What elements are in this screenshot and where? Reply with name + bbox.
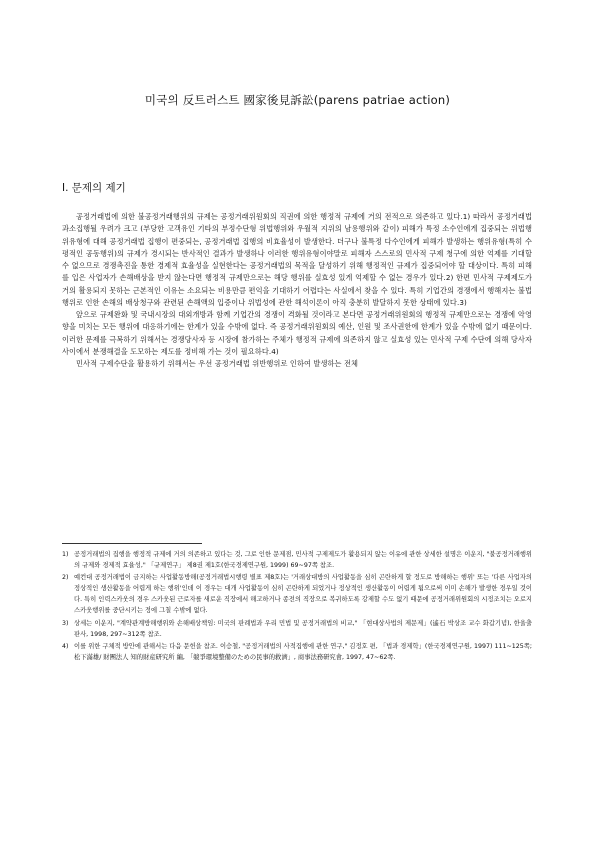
footnote-text: 이를 위한 구체적 방안에 관해서는 다음 문헌을 참조. 이승철, "공정거래법의 사적집행에 관한 연구," 김정호 편, 「법과 경제학」(한국경제연구원, 1997) 111~125쪽; 松下滿雄/ 財團法人 知的財産研究所 編, 「競爭環境整備のための民事的救濟」, 商事法務研究會, 1997, 47~62쪽.	[74, 642, 532, 661]
footnote-text: 공정거래법의 집행을 행정적 규제에 거의 의존하고 있다는 것, 그로 인한 문제점, 민사적 구제제도가 활용되지 않는 이유에 관한 상세한 설명은 이운지, "불공정거래행위의 규제와 경제적 효율성," 「규제연구」 제8권 제1호(한국경제연구원, 1999) 69~97쪽 참조.	[74, 551, 532, 570]
footnote	[62, 641, 532, 663]
footnotes	[62, 549, 532, 664]
footnote-text: 상세는 이운지, "계약관계방해행위와 손해배상책임: 미국의 판례법과 우리 민법 및 공정거래법의 비교," 「현대상사법의 제문제」(遙石 박상조 교수 화갑기념), 한울출판사, 1998, 297~312쪽 참조.	[74, 619, 532, 638]
document-title: 미국의 反트러스트 國家後見訴訟(parens patriae action)	[144, 93, 451, 107]
footnote	[62, 572, 532, 616]
footnote-number: 4)	[62, 642, 69, 650]
footnote	[62, 618, 532, 640]
footnote-number: 1)	[62, 551, 69, 558]
footnote-text: 예컨대 공정거래법이 금지하는 사업활동방해(공정거래법시행령 별표 제8호)는 '거래상대방의 사업활동을 심히 곤란하게 할 정도로 방해하는 행위' 또는 '다른 사업자의 정상적인 생산활동을 어렵게 하는 행위'인데 이 경우는 대개 사업활동이 심히 곤란하게 되었거나 정상적인 생산활동이 어렵게 됨으로써 이미 손해가 발생한 경우일 것이다. 특히 인력스카웃의 경우 스카웃된 근로자를 새로운 직장에서 해고하거나 종전의 직장으로 복귀하도록 강제할 수도 없기 때문에 공정거래위원회의 시정조치는 오로지 스카웃행위를 중단시키는 정에 그칠 수밖에 없다.	[74, 574, 532, 615]
footnote-number: 2)	[62, 574, 69, 582]
footnote	[62, 549, 532, 571]
paragraph: 민사적 구제수단을 활용하기 위해서는 우선 공정거래법 위반행위로 인하여 발생하는 전체	[76, 359, 359, 368]
paragraph: 공정거래법에 의한 불공정거래행위의 규제는 공정거래위원회의 직권에 의한 행정적 규제에 거의 전적으로 의존하고 있다.1) 따라서 공정거래법 과소집행될 우려가 크고 (부당한 고객유인 기타의 부정수단형 위법행위와 우월적 지위의 남용행위와 같이) 피해가 특정 소수인에게 집중되는 위법행위유형에 대해 공정거래법 집행이 편중되는, 공정거래법 집행의 비효율성이 발생한다. 더구나 불특정 다수인에게 피해가 발생하는 행위유형(특히 수평적인 공동행위)의 규제가 경시되는 반사적인 결과가 발생하나 이러한 행위유형이야말로 피해자 스스로의 민사적 구제 청구에 의한 억제를 기대할 수 없으므로 경쟁촉진을 통한 경제적 효율성을 실현한다는 공정거래법의 목적을 달성하기 위해 행정적인 규제가 집중되어야 할 대상이다. 특히 피해를 입은 사업자가 손해배상을 받지 않는다면 행정적 규제만으로는 해당 행위를 실효성 있게 억제할 수 없는 경우가 있다.2) 한편 민사적 구제제도가 거의 활용되지 못하는 근본적인 이유는 소요되는 비용만큼 편익을 기대하기 어렵다는 사실에서 찾을 수 있다. 특히 기업간의 경쟁에서 행해지는 불법행위로 인한 손해의 배상청구와 관련된 손해액의 입증이나 위법성에 관한 해석이론이 아직 충분히 발달하지 못한 상태에 있다.3)	[62, 212, 532, 307]
body-text	[62, 211, 532, 370]
section-heading: I. 문제의 제기	[62, 182, 126, 194]
footnote-divider	[62, 543, 202, 544]
footnote-number: 3)	[62, 619, 69, 627]
paragraph: 앞으로 규제완화 및 국내시장의 대외개방과 함께 기업간의 경쟁이 격화될 것이라고 본다면 공정거래위원회의 행정적 규제만으로는 경쟁에 악영향을 미치는 모든 행위에 대응하기에는 한계가 있을 수밖에 없다. 즉 공정거래위원회의 예산, 인원 및 조사권한에 한계가 있을 수밖에 없기 때문이다. 이러한 문제를 극복하기 위해서는 경쟁당사자 등 시장에 참가하는 주체가 행정적 규제에 의존하지 않고 실효성 있는 민사적 구제 수단에 의해 당사자 사이에서 분쟁해결을 도모하는 제도를 정비해 가는 것이 필요하다.4)	[62, 310, 532, 356]
